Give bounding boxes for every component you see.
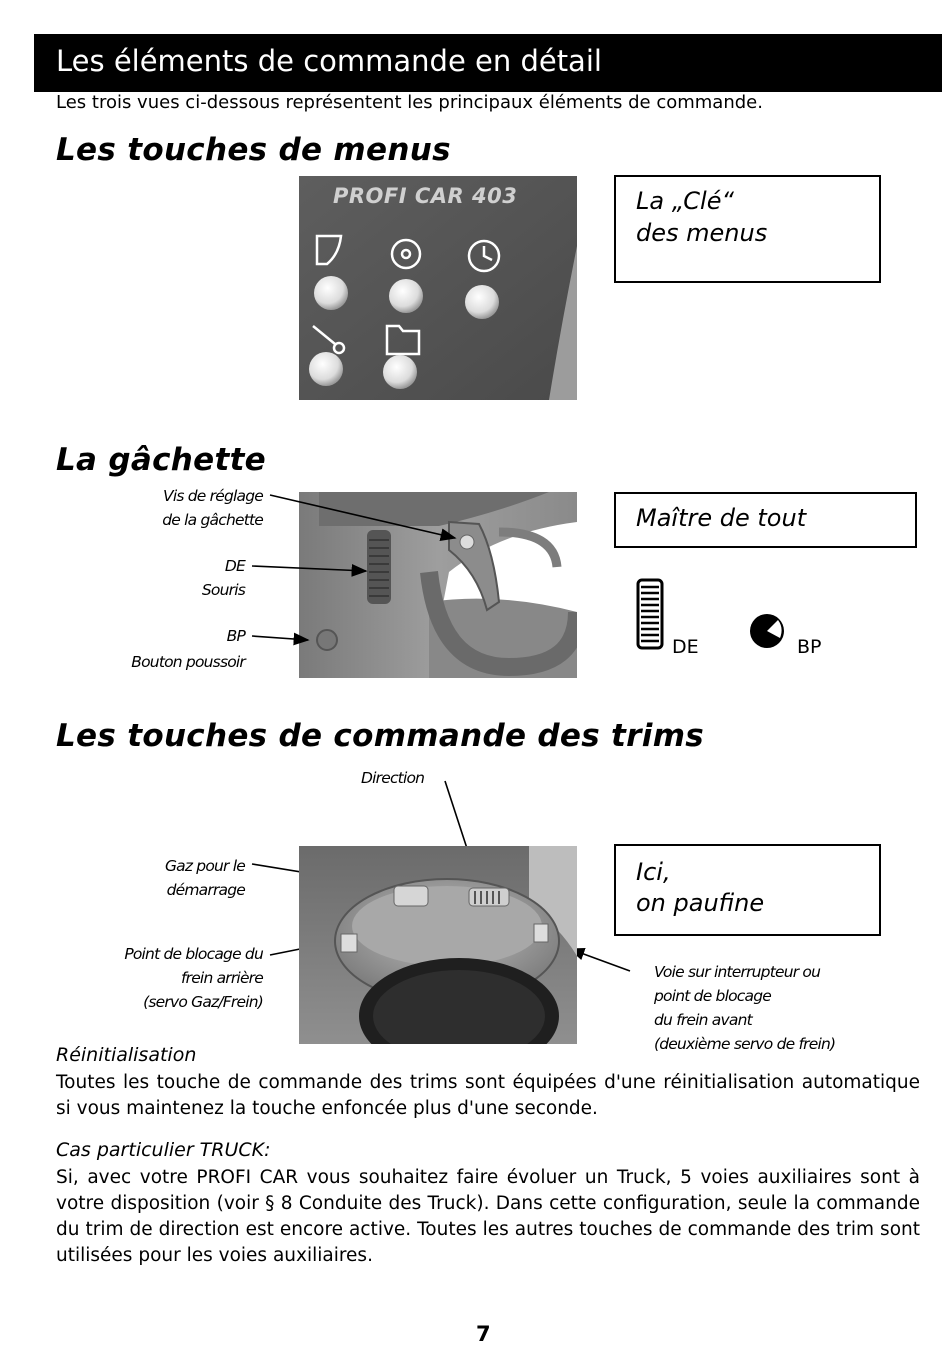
truck-heading: Cas particulier TRUCK: bbox=[56, 1139, 271, 1161]
trims-box-line2: on paufine bbox=[636, 889, 765, 917]
label-bp-line1: BP bbox=[226, 627, 245, 645]
label-brake-line1: Point de blocage du bbox=[124, 945, 263, 963]
reset-heading: Réinitialisation bbox=[56, 1044, 197, 1066]
menus-box-line1: La „Clé“ bbox=[636, 187, 734, 215]
section-title-menus: Les touches de menus bbox=[56, 132, 451, 168]
scroll-wheel-icon bbox=[636, 578, 664, 650]
trims-photo bbox=[299, 846, 577, 1044]
section-title-trigger: La gâchette bbox=[56, 442, 267, 478]
label-de-line1: DE bbox=[224, 557, 245, 575]
label-screw-line1: Vis de réglage bbox=[163, 487, 263, 505]
label-switch-line4: (deuxième servo de frein) bbox=[654, 1035, 836, 1053]
reset-text: Toutes les touche de commande des trims sont équipées d'une réinitialisation automatique si vous maintenez la touche enfoncée plus d'une seconde. bbox=[56, 1072, 920, 1119]
intro-text: Les trois vues ci-dessous représentent les principaux éléments de commande. bbox=[56, 92, 763, 113]
label-direction: Direction bbox=[361, 769, 425, 787]
label-switch-line2: point de blocage bbox=[654, 987, 771, 1005]
label-throttle-line1: Gaz pour le bbox=[164, 857, 245, 875]
photo-brand-text: PROFI CAR 403 bbox=[333, 184, 518, 208]
page-title: Les éléments de commande en détail bbox=[56, 44, 602, 78]
label-bp-line2: Bouton poussoir bbox=[131, 653, 245, 671]
label-switch-line1: Voie sur interrupteur ou bbox=[654, 963, 821, 981]
truck-text: Si, avec votre PROFI CAR vous souhaitez faire évoluer un Truck, 5 voies auxiliaires sont à votre disposition (voir § 8 Conduite des Truck). Dans cette configuration, seule la commande du trim de direction est encore active. Toutes les autres touches de commande des trim sont utilisées pour les voies auxiliaires. bbox=[56, 1167, 920, 1266]
menus-box-line2: des menus bbox=[636, 219, 768, 247]
label-brake-line3: (servo Gaz/Frein) bbox=[143, 993, 263, 1011]
legend-de: DE bbox=[672, 636, 699, 658]
trims-box-line1: Ici, bbox=[636, 858, 671, 886]
push-button-icon bbox=[748, 612, 786, 650]
label-brake-line2: frein arrière bbox=[180, 969, 263, 987]
label-screw-line2: de la gâchette bbox=[162, 511, 263, 529]
section-title-trims: Les touches de commande des trims bbox=[56, 718, 705, 754]
trigger-box-text: Maître de tout bbox=[636, 504, 807, 532]
legend-bp: BP bbox=[797, 636, 822, 658]
page-number: 7 bbox=[476, 1322, 491, 1346]
label-switch-line3: du frein avant bbox=[654, 1011, 752, 1029]
label-de-line2: Souris bbox=[201, 581, 245, 599]
label-throttle-line2: démarrage bbox=[166, 881, 245, 899]
